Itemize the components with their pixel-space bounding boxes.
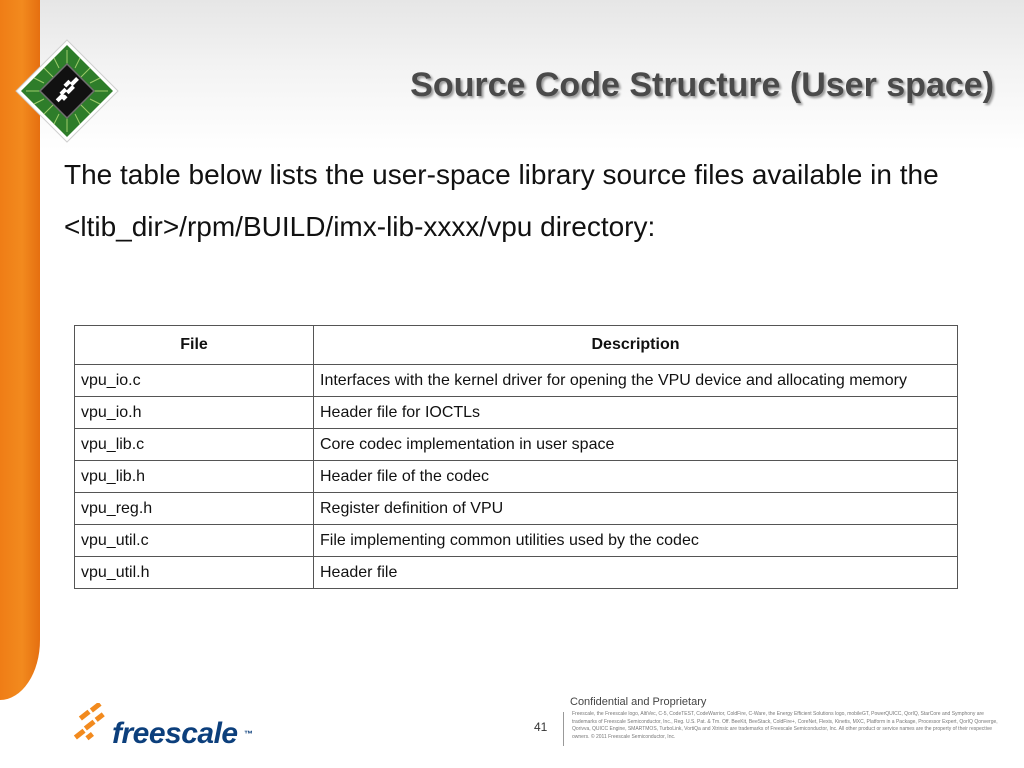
file-cell: vpu_io.c (75, 365, 314, 397)
intro-line-1: The table below lists the user-space library source files available in the (64, 159, 939, 190)
description-cell: Interfaces with the kernel driver for opening the VPU device and allocating memory (314, 365, 958, 397)
description-cell: Header file for IOCTLs (314, 397, 958, 429)
table-row (75, 461, 958, 493)
table-row (75, 365, 958, 397)
file-cell: vpu_lib.h (75, 461, 314, 493)
freescale-logo (70, 703, 270, 753)
file-cell: vpu_lib.c (75, 429, 314, 461)
column-header-file: File (75, 326, 314, 365)
slide-title: Source Code Structure (User space) (410, 66, 994, 104)
table-header-row (75, 326, 958, 365)
confidential-label: Confidential and Proprietary (570, 696, 707, 708)
description-cell: Core codec implementation in user space (314, 429, 958, 461)
file-cell: vpu_util.h (75, 557, 314, 589)
page-number: 41 (534, 720, 548, 734)
freescale-logo-icon (70, 703, 114, 749)
description-cell: Register definition of VPU (314, 493, 958, 525)
column-header-description: Description (314, 326, 958, 365)
description-cell: Header file (314, 557, 958, 589)
intro-text (64, 155, 964, 247)
intro-line-2: <ltib_dir>/rpm/BUILD/imx-lib-xxxx/vpu directory: (64, 211, 656, 242)
trademark-symbol: ™ (244, 729, 253, 739)
legal-notice: Freescale, the Freescale logo, AltiVec, C-5, CodeTEST, CodeWarrior, ColdFire, C-Ware, the Energy Efficient Solutions logo, mobileGT, PowerQUICC, QorIQ, StarCore and Symphony are trademarks of Freescale Semiconductor, Inc., Reg. U.S. Pat. & Tm. Off. BeeKit, BeeStack, ColdFire+, CoreNet, Flexis, Kinetis, MXC, Platform in a Package, Processor Expert, QorIQ Qonverge, Qorivva, QUICC Engine, SMARTMOS, TurboLink, VortiQa and Xtrinsic are trademarks of Freescale Semiconductor, Inc. All other product or service names are the property of their respective owners. © 2011 Freescale Semiconductor, Inc. (572, 711, 998, 740)
footer-divider (563, 712, 564, 746)
table-row (75, 525, 958, 557)
table-row (75, 397, 958, 429)
table-row (75, 493, 958, 525)
chip-logo-icon (14, 38, 120, 144)
description-cell: Header file of the codec (314, 461, 958, 493)
brand-wordmark: freescale (112, 717, 238, 750)
file-cell: vpu_reg.h (75, 493, 314, 525)
table-row (75, 557, 958, 589)
file-cell: vpu_util.c (75, 525, 314, 557)
file-cell: vpu_io.h (75, 397, 314, 429)
source-files-table (74, 325, 958, 589)
description-cell: File implementing common utilities used by the codec (314, 525, 958, 557)
table-row (75, 429, 958, 461)
